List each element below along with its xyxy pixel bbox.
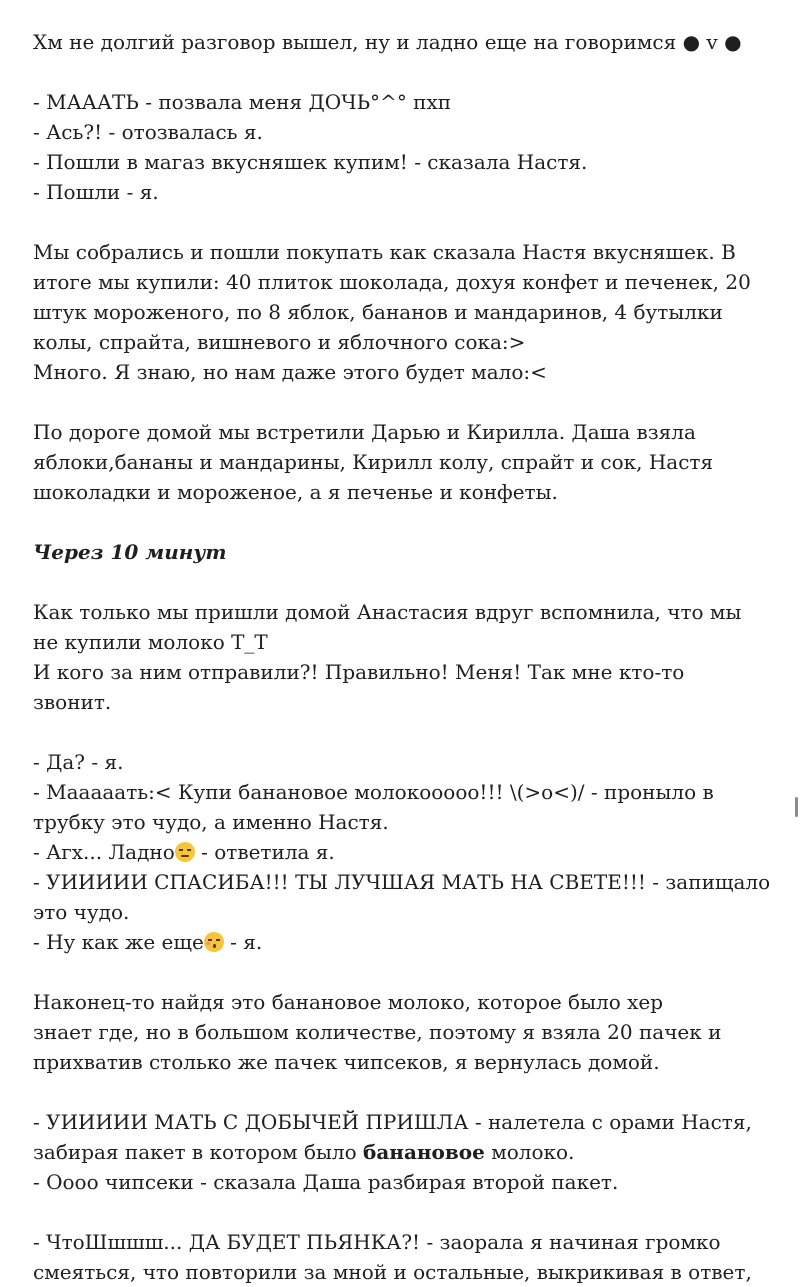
text-line: смеяться, что повторили за мной и остальные, выкрикивая в ответ,	[33, 1260, 752, 1284]
text-segment: - ответила я.	[194, 840, 335, 864]
section-heading: Через 10 минут	[33, 540, 227, 564]
blank-line	[33, 1197, 773, 1227]
text-line: шоколадки и мороженое, а я печенье и конфеты.	[33, 480, 558, 504]
text-line: итоге мы купили: 40 плиток шоколада, дохуя конфет и печенек, 20	[33, 270, 751, 294]
text-line: - ЧтоШшшш... ДА БУДЕТ ПЬЯНКА?! - заорала я начиная громко	[33, 1230, 721, 1254]
text-line: По дороге домой мы встретили Дарью и Кирилла. Даша взяла	[33, 420, 696, 444]
text-line: - Оооо чипсеки - сказала Даша разбирая второй пакет.	[33, 1170, 619, 1194]
text-line: - Ась?! - отозвалась я.	[33, 120, 263, 144]
blank-line	[33, 57, 773, 87]
text-line: Наконец-то найдя это банановое молоко, которое было хер	[33, 990, 664, 1014]
blank-line	[33, 957, 773, 987]
text-line: штук мороженого, по 8 яблок, бананов и мандаринов, 4 бутылки	[33, 300, 723, 324]
text-line: это чудо.	[33, 900, 130, 924]
text-line: Мы собрались и пошли покупать как сказала Настя вкусняшек. В	[33, 240, 736, 264]
text-line: - Пошли в магаз вкусняшек купим! - сказала Настя.	[33, 150, 588, 174]
blank-line	[33, 717, 773, 747]
blank-line	[33, 507, 773, 537]
blank-line	[33, 387, 773, 417]
text-segment: молоко.	[484, 1140, 575, 1164]
text-line: знает где, но в большом количестве, поэтому я взяла 20 пачек и	[33, 1020, 722, 1044]
text-segment: - Агх... Ладно	[33, 840, 175, 864]
text-line	[33, 927, 773, 957]
text-line: - УИИИИИ МАТЬ С ДОБЫЧЕЙ ПРИШЛА - налетела с орами Настя,	[33, 1110, 752, 1134]
text-line: Как только мы пришли домой Анастасия вдруг вспомнила, что мы	[33, 600, 742, 624]
blank-line	[33, 207, 773, 237]
text-line: звонит.	[33, 690, 112, 714]
blank-line	[33, 1077, 773, 1107]
text-line: - Пошли - я.	[33, 180, 159, 204]
text-line: Много. Я знаю, но нам даже этого будет мало:<	[33, 360, 547, 384]
text-line: - Да? - я.	[33, 750, 124, 774]
text-line: - МАААТЬ - позвала меня ДОЧЬ°^° пхп	[33, 90, 452, 114]
text-line: колы, спрайта, вишневого и яблочного сока:>	[33, 330, 526, 354]
text-line	[33, 837, 773, 867]
text-segment: - я.	[223, 930, 263, 954]
text-line: - Мааааать:< Купи банановое молокооооо!!! \(>o<)/ - проныло в	[33, 780, 714, 804]
text-line: Хм не долгий разговор вышел, ну и ладно еще на говоримся ● v ●	[33, 30, 742, 54]
worried-face-icon	[175, 842, 195, 862]
text-line: яблоки,бананы и мандарины, Кирилл колу, спрайт и сок, Настя	[33, 450, 714, 474]
text-line: трубку это чудо, а именно Настя.	[33, 810, 389, 834]
story-text	[33, 27, 773, 1287]
blank-line	[33, 567, 773, 597]
text-line: И кого за ним отправили?! Правильно! Меня! Так мне кто-то	[33, 660, 685, 684]
text-line: не купили молоко Т_Т	[33, 630, 268, 654]
text-line	[33, 1137, 773, 1167]
kissing-face-icon	[204, 932, 224, 952]
text-segment: забирая пакет в котором было	[33, 1140, 363, 1164]
bold-text: банановое	[363, 1140, 485, 1164]
text-segment: - Ну как же еще	[33, 930, 204, 954]
text-line: - УИИИИИ СПАСИБА!!! ТЫ ЛУЧШАЯ МАТЬ НА СВЕТЕ!!! - запищало	[33, 870, 771, 894]
text-line: прихватив столько же пачек чипсеков, я вернулась домой.	[33, 1050, 660, 1074]
scrollbar-thumb[interactable]	[795, 797, 798, 817]
